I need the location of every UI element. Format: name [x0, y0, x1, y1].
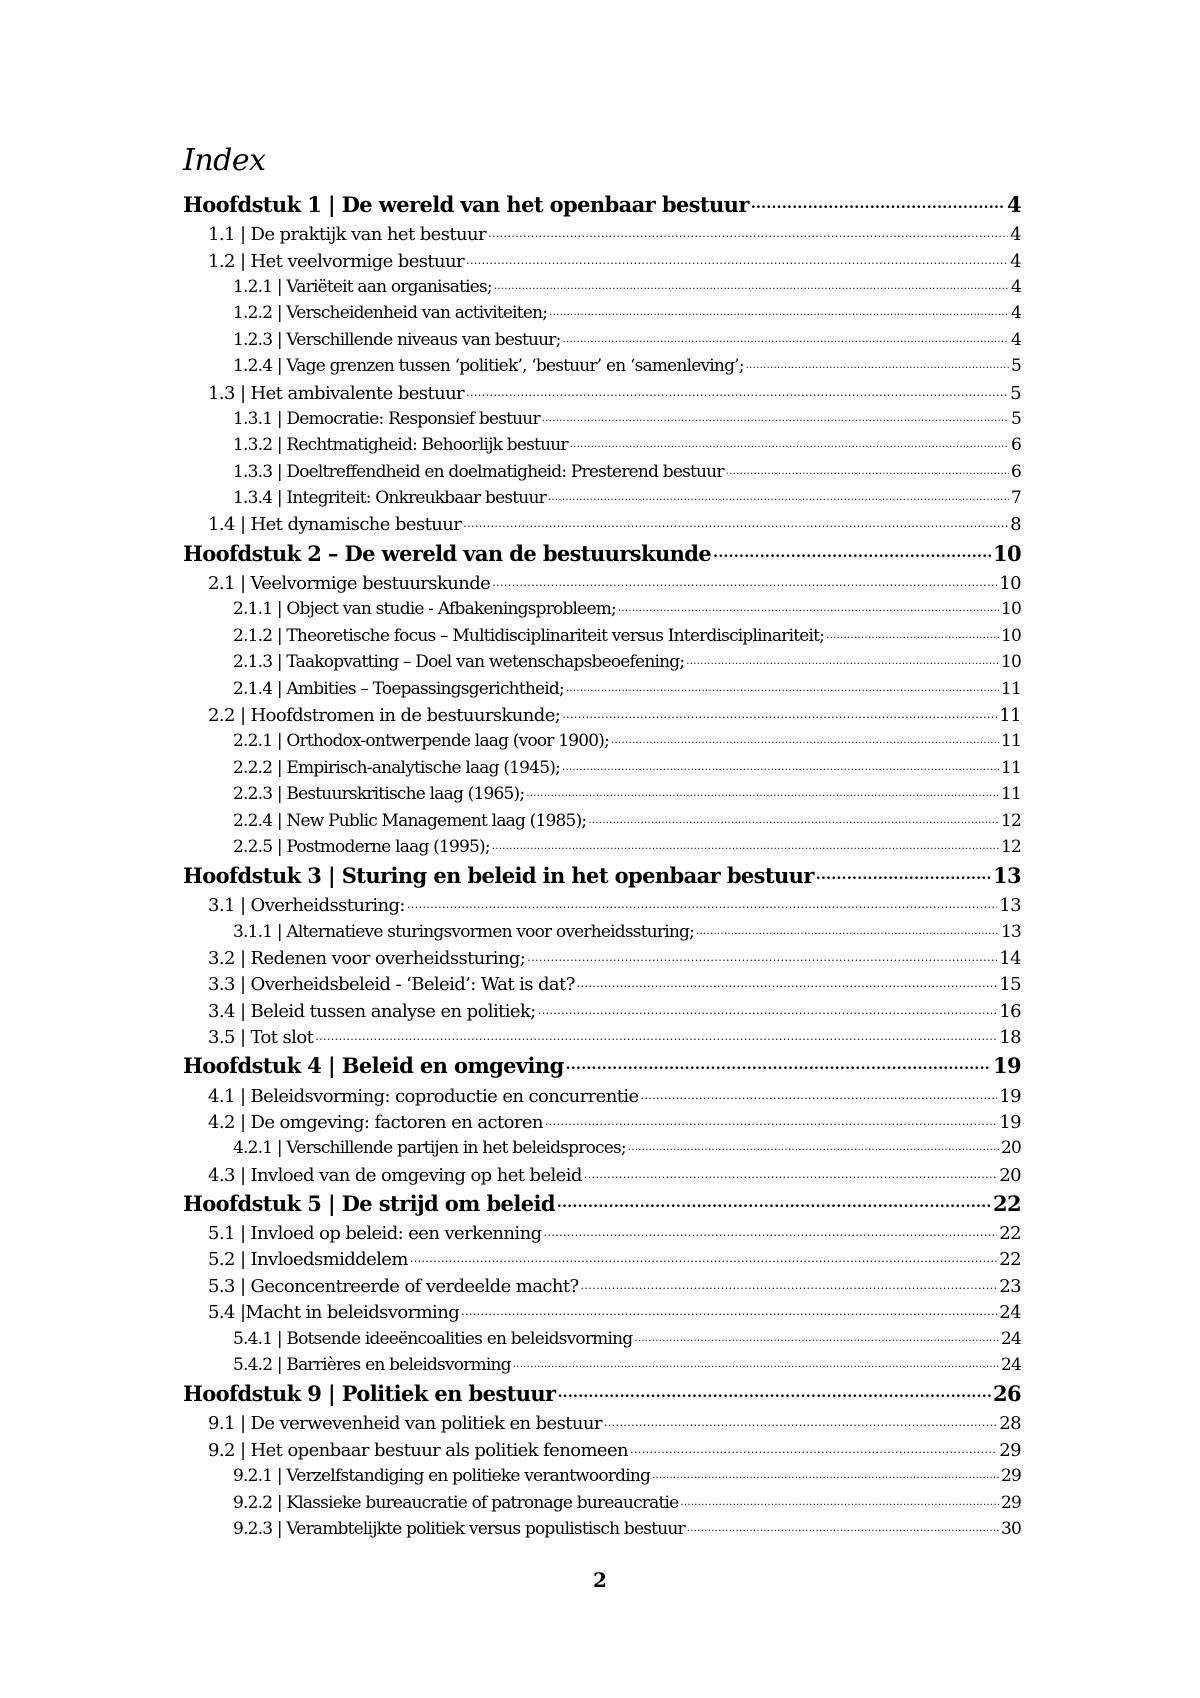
- dot-leader: [548, 488, 1009, 503]
- dot-leader: [466, 382, 1008, 398]
- toc-entry-page-number: 4: [1010, 329, 1021, 350]
- dot-leader: [618, 599, 999, 614]
- dot-leader: [558, 1382, 991, 1401]
- toc-entry-title: 2.2.2 | Empirisch-analytische laag (1945);: [233, 757, 560, 778]
- toc-entry-title: 3.1 | Overheidssturing:: [208, 895, 405, 917]
- toc-entry-title: 1.3.1 | Democratie: Responsief bestuur: [233, 409, 540, 430]
- dot-leader: [544, 1223, 998, 1239]
- toc-entry-title: Hoofdstuk 5 | De strijd om beleid: [183, 1190, 555, 1216]
- dot-leader: [816, 864, 991, 883]
- toc-entry-title: 3.2 | Redenen voor overheidssturing;: [208, 947, 526, 969]
- toc-entry-title: 5.4.2 | Barrières en beleidsvorming: [233, 1355, 511, 1376]
- toc-entry-page-number: 20: [1000, 1138, 1021, 1159]
- toc-entry-page-number: 10: [992, 540, 1021, 566]
- toc-entry-level-2[interactable]: [183, 514, 1021, 540]
- dot-leader: [713, 542, 991, 561]
- dot-leader: [726, 462, 1009, 477]
- dot-leader: [527, 948, 997, 964]
- dot-leader: [463, 514, 1008, 530]
- dot-leader: [488, 224, 1008, 240]
- toc-entry-title: 1.3.4 | Integriteit: Onkreukbaar bestuur: [233, 488, 546, 509]
- dot-leader: [628, 1138, 999, 1153]
- toc-entry-level-2[interactable]: [183, 1027, 1021, 1053]
- toc-entry-page-number: 24: [1000, 1328, 1021, 1349]
- toc-entry-level-2[interactable]: [183, 250, 1021, 276]
- dot-leader: [687, 1519, 999, 1534]
- toc-entry-level-2[interactable]: [183, 705, 1021, 731]
- table-of-contents: [183, 192, 1021, 1545]
- toc-entry-level-3[interactable]: [183, 488, 1021, 514]
- toc-entry-page-number: 5: [1010, 356, 1021, 377]
- toc-entry-page-number: 10: [1000, 625, 1021, 646]
- toc-entry-title: 1.3.3 | Doeltreffendheid en doelmatigheid: Presterend bestuur: [233, 461, 724, 482]
- toc-entry-title: 2.1.1 | Object van studie - Afbakeningsprobleem;: [233, 599, 616, 620]
- toc-entry-level-2[interactable]: [183, 1112, 1021, 1138]
- toc-entry-title: 1.2.3 | Verschillende niveaus van bestuur;: [233, 329, 561, 350]
- toc-entry-page-number: 4: [1010, 224, 1021, 246]
- toc-entry-level-1[interactable]: [183, 1191, 1021, 1223]
- dot-leader: [466, 250, 1008, 266]
- dot-leader: [407, 895, 997, 911]
- toc-entry-page-number: 24: [1000, 1355, 1021, 1376]
- toc-entry-page-number: 19: [999, 1111, 1021, 1133]
- toc-entry-level-3[interactable]: [183, 409, 1021, 435]
- toc-entry-level-2[interactable]: [183, 382, 1021, 408]
- toc-entry-level-2[interactable]: [183, 573, 1021, 599]
- toc-entry-page-number: 11: [1000, 784, 1021, 805]
- dot-leader: [513, 1355, 999, 1370]
- dot-leader: [542, 409, 1009, 424]
- toc-entry-title: 4.2.1 | Verschillende partijen in het beleidsproces;: [233, 1138, 626, 1159]
- toc-entry-level-3[interactable]: [183, 625, 1021, 651]
- dot-leader: [641, 1085, 998, 1101]
- toc-entry-level-2[interactable]: [183, 1413, 1021, 1439]
- toc-entry-level-3[interactable]: [183, 435, 1021, 461]
- toc-entry-title: 9.2.3 | Verambtelijkte politiek versus populistisch bestuur: [233, 1519, 685, 1540]
- toc-entry-level-1[interactable]: [183, 541, 1021, 573]
- toc-entry-page-number: 14: [999, 947, 1021, 969]
- dot-leader: [652, 1466, 999, 1481]
- toc-entry-level-3[interactable]: [183, 330, 1021, 356]
- toc-entry-level-3[interactable]: [183, 921, 1021, 947]
- toc-entry-level-2[interactable]: [183, 1085, 1021, 1111]
- toc-entry-level-3[interactable]: [183, 599, 1021, 625]
- toc-entry-page-number: 11: [1000, 731, 1021, 752]
- toc-entry-level-3[interactable]: [183, 731, 1021, 757]
- toc-entry-title: 1.2.2 | Verscheidenheid van activiteiten;: [233, 303, 548, 324]
- toc-entry-level-3[interactable]: [183, 678, 1021, 704]
- toc-entry-page-number: 11: [999, 704, 1021, 726]
- dot-leader: [549, 303, 1009, 318]
- toc-entry-page-number: 24: [999, 1302, 1021, 1324]
- toc-entry-level-3[interactable]: [183, 757, 1021, 783]
- toc-entry-level-3[interactable]: [183, 1492, 1021, 1518]
- toc-entry-level-2[interactable]: [183, 224, 1021, 250]
- toc-entry-page-number: 29: [1000, 1492, 1021, 1513]
- dot-leader: [461, 1302, 997, 1318]
- toc-entry-title: 4.2 | De omgeving: factoren en actoren: [208, 1111, 543, 1133]
- toc-entry-title: 2.2.1 | Orthodox-ontwerpende laag (voor 1900);: [233, 731, 610, 752]
- toc-entry-page-number: 22: [999, 1223, 1021, 1245]
- toc-entry-page-number: 29: [999, 1439, 1021, 1461]
- toc-entry-page-number: 12: [1000, 836, 1021, 857]
- toc-entry-page-number: 30: [1000, 1519, 1021, 1540]
- dot-leader: [588, 810, 999, 825]
- toc-entry-title: 1.2.1 | Variëteit aan organisaties;: [233, 277, 492, 298]
- toc-entry-page-number: 6: [1010, 435, 1021, 456]
- toc-entry-page-number: 29: [1000, 1466, 1021, 1487]
- toc-entry-page-number: 26: [992, 1381, 1021, 1407]
- toc-entry-level-2[interactable]: [183, 1249, 1021, 1275]
- toc-entry-title: 5.2 | Invloedsmiddelem: [208, 1249, 408, 1271]
- toc-entry-level-2[interactable]: [183, 948, 1021, 974]
- toc-entry-title: 9.2 | Het openbaar bestuur als politiek fenomeen: [208, 1439, 629, 1461]
- toc-entry-level-2[interactable]: [183, 974, 1021, 1000]
- toc-entry-page-number: 13: [999, 895, 1021, 917]
- toc-entry-page-number: 13: [992, 862, 1021, 888]
- toc-entry-level-3[interactable]: [183, 810, 1021, 836]
- toc-entry-page-number: 10: [1000, 599, 1021, 620]
- dot-leader: [696, 921, 999, 936]
- toc-entry-title: 1.3.2 | Rechtmatigheid: Behoorlijk bestuur: [233, 435, 568, 456]
- dot-leader: [566, 678, 999, 693]
- toc-entry-level-3[interactable]: [183, 462, 1021, 488]
- dot-leader: [410, 1249, 997, 1265]
- toc-entry-title: 2.1.3 | Taakopvatting – Doel van wetenschapsbeoefening;: [233, 652, 685, 673]
- toc-entry-page-number: 15: [999, 974, 1021, 996]
- toc-entry-title: 5.4.1 | Botsende ideeëncoalities en beleidsvorming: [233, 1328, 633, 1349]
- toc-entry-level-1[interactable]: [183, 1381, 1021, 1413]
- dot-leader: [634, 1328, 999, 1343]
- dot-leader: [492, 837, 999, 852]
- toc-entry-page-number: 5: [1010, 382, 1021, 404]
- dot-leader: [577, 974, 998, 990]
- dot-leader: [630, 1440, 997, 1456]
- toc-entry-level-3[interactable]: [183, 1355, 1021, 1381]
- toc-entry-level-3[interactable]: [183, 1328, 1021, 1354]
- toc-entry-title: 4.3 | Invloed van de omgeving op het beleid: [208, 1164, 582, 1186]
- toc-entry-title: 5.1 | Invloed op beleid: een verkenning: [208, 1223, 542, 1245]
- toc-entry-title: 2.1.4 | Ambities – Toepassingsgerichtheid;: [233, 678, 564, 699]
- dot-leader: [751, 193, 1005, 212]
- toc-entry-level-2[interactable]: [183, 1440, 1021, 1466]
- toc-entry-title: Hoofdstuk 1 | De wereld van het openbaar bestuur: [183, 192, 749, 217]
- toc-entry-level-2[interactable]: [183, 1276, 1021, 1302]
- toc-entry-title: 3.5 | Tot slot: [208, 1027, 314, 1049]
- dot-leader: [566, 1054, 991, 1073]
- toc-entry-page-number: 7: [1010, 488, 1021, 509]
- toc-entry-level-1[interactable]: [183, 1053, 1021, 1085]
- toc-entry-level-3[interactable]: [183, 303, 1021, 329]
- toc-entry-title: Hoofdstuk 9 | Politiek en bestuur: [183, 1381, 556, 1407]
- toc-entry-level-3[interactable]: [183, 277, 1021, 303]
- toc-entry-level-3[interactable]: [183, 1466, 1021, 1492]
- dot-leader: [570, 435, 1009, 450]
- dot-leader: [562, 705, 997, 721]
- toc-entry-level-1[interactable]: [183, 192, 1021, 224]
- toc-entry-page-number: 28: [999, 1413, 1021, 1435]
- toc-entry-title: 1.2 | Het veelvormige bestuur: [208, 250, 465, 272]
- toc-entry-title: 2.2 | Hoofdstromen in de bestuurskunde;: [208, 704, 561, 726]
- toc-entry-title: 9.2.2 | Klassieke bureaucratie of patronage bureaucratie: [233, 1492, 679, 1513]
- toc-entry-level-1[interactable]: [183, 863, 1021, 895]
- dot-leader: [604, 1413, 997, 1429]
- toc-entry-page-number: 8: [1010, 514, 1021, 536]
- toc-entry-page-number: 19: [999, 1085, 1021, 1107]
- dot-leader: [562, 757, 999, 772]
- dot-leader: [826, 625, 999, 640]
- toc-entry-level-3[interactable]: [183, 652, 1021, 678]
- toc-entry-level-2[interactable]: [183, 1165, 1021, 1191]
- dot-leader: [686, 652, 999, 667]
- toc-entry-level-3[interactable]: [183, 356, 1021, 382]
- toc-entry-title: 2.1 | Veelvormige bestuurskunde: [208, 572, 491, 594]
- toc-entry-page-number: 4: [1010, 277, 1021, 298]
- toc-entry-page-number: 10: [1000, 652, 1021, 673]
- toc-entry-title: 1.4 | Het dynamische bestuur: [208, 514, 462, 536]
- dot-leader: [315, 1027, 997, 1043]
- toc-entry-title: 2.2.4 | New Public Management laag (1985);: [233, 810, 587, 831]
- dot-leader: [538, 1001, 998, 1017]
- toc-entry-title: 2.1.2 | Theoretische focus – Multidisciplinariteit versus Interdisciplinariteit;: [233, 625, 825, 646]
- dot-leader: [492, 573, 997, 589]
- toc-entry-level-2[interactable]: [183, 1223, 1021, 1249]
- toc-entry-level-3[interactable]: [183, 1519, 1021, 1545]
- toc-entry-page-number: 4: [1006, 192, 1021, 217]
- toc-entry-page-number: 5: [1010, 409, 1021, 430]
- toc-entry-page-number: 4: [1010, 250, 1021, 272]
- toc-entry-title: 1.2.4 | Vage grenzen tussen ‘politiek’, ‘bestuur’ en ‘samenleving’;: [233, 356, 744, 377]
- toc-entry-page-number: 11: [1000, 678, 1021, 699]
- toc-entry-title: 5.4 |Macht in beleidsvorming: [208, 1302, 460, 1324]
- index-title: Index: [183, 143, 266, 178]
- toc-entry-level-3[interactable]: [183, 1138, 1021, 1164]
- toc-entry-title: 1.3 | Het ambivalente bestuur: [208, 382, 465, 404]
- toc-entry-title: 4.1 | Beleidsvorming: coproductie en concurrentie: [208, 1085, 639, 1107]
- toc-entry-page-number: 22: [992, 1190, 1021, 1216]
- toc-entry-level-2[interactable]: [183, 1001, 1021, 1027]
- toc-entry-level-2[interactable]: [183, 895, 1021, 921]
- toc-entry-title: Hoofdstuk 2 – De wereld van de bestuurskunde: [183, 540, 712, 566]
- dot-leader: [545, 1112, 997, 1128]
- toc-entry-title: 2.2.3 | Bestuurskritische laag (1965);: [233, 784, 525, 805]
- toc-entry-level-2[interactable]: [183, 1302, 1021, 1328]
- toc-entry-title: Hoofdstuk 3 | Sturing en beleid in het openbaar bestuur: [183, 862, 814, 888]
- toc-entry-level-3[interactable]: [183, 837, 1021, 863]
- toc-entry-page-number: 10: [999, 572, 1021, 594]
- toc-entry-page-number: 13: [1000, 921, 1021, 942]
- toc-entry-title: Hoofdstuk 4 | Beleid en omgeving: [183, 1053, 564, 1079]
- dot-leader: [494, 277, 1009, 292]
- dot-leader: [563, 330, 1009, 345]
- toc-entry-level-3[interactable]: [183, 784, 1021, 810]
- toc-entry-title: 9.2.1 | Verzelfstandiging en politieke verantwoording: [233, 1466, 651, 1487]
- dot-leader: [584, 1165, 997, 1181]
- toc-entry-title: 5.3 | Geconcentreerde of verdeelde macht?: [208, 1275, 579, 1297]
- toc-entry-page-number: 4: [1010, 303, 1021, 324]
- dot-leader: [526, 784, 999, 799]
- toc-entry-page-number: 22: [999, 1249, 1021, 1271]
- toc-entry-page-number: 11: [1000, 757, 1021, 778]
- toc-entry-title: 3.1.1 | Alternatieve sturingsvormen voor overheidssturing;: [233, 921, 695, 942]
- dot-leader: [746, 356, 1009, 371]
- toc-entry-title: 3.3 | Overheidsbeleid - ‘Beleid’: Wat is dat?: [208, 974, 575, 996]
- dot-leader: [680, 1492, 999, 1507]
- page-number: 2: [593, 1568, 607, 1592]
- toc-entry-page-number: 18: [999, 1027, 1021, 1049]
- dot-leader: [557, 1192, 991, 1211]
- toc-entry-page-number: 20: [999, 1164, 1021, 1186]
- toc-entry-title: 9.1 | De verwevenheid van politiek en bestuur: [208, 1413, 602, 1435]
- toc-entry-title: 2.2.5 | Postmoderne laag (1995);: [233, 836, 490, 857]
- toc-entry-page-number: 12: [1000, 810, 1021, 831]
- dot-leader: [581, 1276, 998, 1292]
- toc-entry-page-number: 19: [992, 1053, 1021, 1079]
- toc-entry-title: 1.1 | De praktijk van het bestuur: [208, 224, 486, 246]
- toc-entry-title: 3.4 | Beleid tussen analyse en politiek;: [208, 1000, 536, 1022]
- toc-entry-page-number: 16: [999, 1000, 1021, 1022]
- toc-entry-page-number: 23: [999, 1275, 1021, 1297]
- toc-entry-page-number: 6: [1010, 461, 1021, 482]
- dot-leader: [611, 731, 999, 746]
